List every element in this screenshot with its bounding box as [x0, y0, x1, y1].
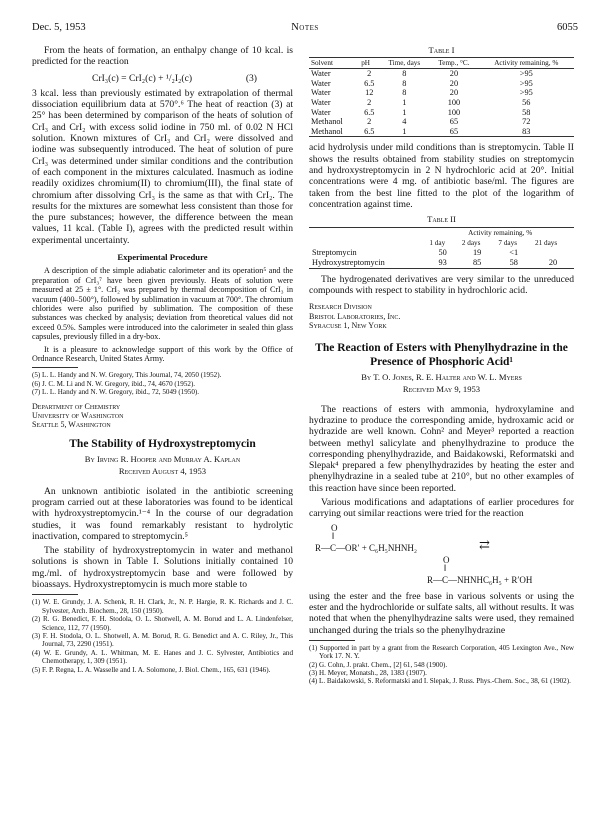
table-cell: Water — [311, 88, 331, 98]
table-cell — [532, 248, 574, 258]
footnote-rule — [309, 640, 355, 641]
received-date: Received May 9, 1953 — [402, 384, 481, 395]
table-cell: 2 — [367, 69, 372, 79]
column-span-header: Activity remaining, % — [426, 227, 574, 238]
reaction-double-bond: ‖ — [332, 530, 335, 541]
body-paragraph: An unknown antibiotic isolated in the antibiotic screening program carried out at these laboratories was found to be identical with hydroxystreptomycin.¹⁻⁴ In the course of our degradation studies, it was found remarkably resistant to hydrolytic inactivation, compared to streptomycin.⁵ — [32, 485, 293, 542]
reference: (3) H. Meyer, Monatsh., 28, 1383 (1907). — [309, 669, 427, 678]
table-row — [309, 258, 574, 269]
body-paragraph: The reactions of esters with ammonia, hydroxylamine and hydrazine to produce the corresponding amide, hydroxamic acid or hydrazide are well known. Cohn² and Meyer³ reported a reaction between methyl salicylate and phenylhydrazine to produce the corresponding phenylhydrazide, and Baidakowski, Reformatski and Slepak⁴ prepared a few phenylhydrazides by heating the ester and phenylhydrazine in a sealed tube at 210°, but no other examples of this reaction have since been reported. — [309, 403, 574, 494]
table-cell: 8 — [402, 69, 407, 79]
table-cell: 20 — [532, 258, 574, 269]
reaction-double-bond: ‖ — [444, 562, 447, 573]
header-date: Dec. 5, 1953 — [32, 22, 86, 33]
table-row — [309, 79, 574, 89]
column-header: 7 days — [498, 238, 517, 247]
body-paragraph: Various modifications and adaptations of earlier procedures for carrying out similar reactions were tried for the reaction — [309, 497, 574, 520]
table-row — [309, 117, 574, 127]
reference: (2) G. Cohn, J. prakt. Chem., [2] 61, 548 (1900). — [309, 660, 448, 669]
table-cell: <1 — [509, 247, 519, 257]
reaction-reactants: R—C—OR′ + C₆H₅NHNH₂ — [315, 542, 417, 553]
column-header: Activity remaining, % — [479, 58, 574, 69]
table-cell: 20 — [449, 88, 459, 98]
table-cell: 83 — [479, 127, 574, 137]
table-cell: 2 — [367, 98, 372, 108]
table-cell: Water — [311, 107, 331, 117]
footnote: (6) J. C. M. Li and N. W. Gregory, ibid., 74, 4670 (1952). — [32, 379, 196, 388]
footnote-rule — [32, 594, 78, 595]
received-date: Received August 4, 1953 — [118, 466, 207, 477]
column-header: Solvent — [309, 58, 359, 69]
intro-paragraph: From the heats of formation, an enthalpy change of 10 kcal. is predicted for the reaction — [32, 45, 293, 68]
body-paragraph: acid hydrolysis under mild conditions than is streptomycin. Table II shows the results obtained from stability studies on streptomycin and hydroxystreptomycin in 2 N hydrochloric acid at 20°. Initial concentrations were 4 mg. of antibiotic base/ml. The figures are taken from the best line fitted to the plot of the logarithm of concentration against time. — [309, 142, 574, 210]
affiliation-line: Seattle 5, Washington — [32, 420, 111, 430]
reference: (3) F. H. Stodola, O. L. Shotwell, A. M. Borud, R. G. Benedict and A. C. Riley, Jr., This Journal, 73, 2290 (1951). — [32, 631, 293, 649]
body-paragraph: The hydrogenated derivatives are very similar to the unreduced compounds with respect to stability in hydrochloric acid. — [309, 273, 574, 296]
table-cell: 6.5 — [359, 127, 379, 137]
affiliation-line: University of Washington — [32, 411, 124, 421]
reference: (4) W. E. Grundy, A. L. Whitman, M. E. Hanes and J. C. Sylvester, Antibiotics and Chemotherapy, 1, 309 (1951). — [32, 648, 293, 666]
table-cell: 6.5 — [364, 107, 375, 117]
table-cell: 1 — [379, 127, 429, 137]
table-cell: Streptomycin — [312, 247, 357, 257]
affiliation-line: Research Division — [309, 302, 372, 312]
equation-3 — [32, 71, 293, 88]
table-row — [309, 248, 574, 258]
reaction-oxygen: O — [331, 522, 338, 533]
table-caption: Table I — [428, 45, 455, 55]
column-header: pH — [359, 58, 379, 69]
column-header: Temp., °C. — [429, 58, 478, 69]
reaction-scheme — [309, 523, 574, 587]
reference: (1) W. E. Grundy, J. A. Schenk, R. H. Clark, Jr., N. P. Hargie, R. K. Richards and J. C. Sylvester, Arch. Biochem., 28, 150 (1950). — [32, 598, 293, 615]
right-column — [309, 45, 574, 686]
footnote: (7) L. L. Handy and N. W. Gregory, ibid., 72, 5049 (1950). — [32, 388, 200, 397]
header-page-number: 6055 — [557, 22, 578, 33]
table-cell: 8 — [402, 78, 407, 88]
header-section: Notes — [291, 22, 319, 33]
body-paragraph: The stability of hydroxystreptomycin in water and methanol solutions is shown in Table I. Solutions initially contained 10 mg./ml. of hydroxystreptomycin base and were followed by bioassays. Hydroxystreptomycin is much more stable to — [32, 545, 293, 591]
table-cell: 2 — [367, 117, 372, 127]
body-paragraph: 3 kcal. less than previously estimated by extrapolation of thermal dissociation equilibrium data at 570°.⁶ The heat of reaction (3) at 25° has been determined by comparison of the heats of solution of CrI₃ and CrI₂ with excess solid iodine in 750 ml. of 0.02 N HCl solution. Known mixtures of CrI₃ and CrI₂ were dissolved and iodine was subsequently introduced. The heat of solution of pure CrI₃ was determined under similar conditions and the contribution of each component in the mixtures calculated. Inasmuch as iodine readily oxidizes chromium(II) to chromium(III), the final state of chromium after dissolving CrI₃ is the same as that with CrI₂. The results for the mixtures are somewhat less consistent than those for the pure substances; however, the difference between the mean values, 11 kcal. (Table I), agrees with the predicted result within experimental uncertainty. — [32, 87, 293, 246]
affiliation-line: Bristol Laboratories, Inc. — [309, 311, 401, 321]
table-row — [309, 127, 574, 137]
reaction-oxygen: O — [443, 554, 450, 565]
table-row — [309, 108, 574, 118]
table-header-row — [309, 227, 574, 238]
table-cell: Water — [311, 69, 331, 79]
equation-number: (3) — [245, 72, 257, 84]
table-header-row — [309, 58, 574, 69]
table-cell: Hydroxystreptomycin — [309, 258, 426, 269]
table-cell: 85 — [459, 258, 496, 269]
running-header — [32, 22, 578, 36]
body-paragraph: using the ester and the free base in various solvents or using the ester and the hydrochloride or sulfate salts, all without results. It was noted that when the phenylhydrazine salts were used, they remained unchanged during the trials so the phenylhydrazine — [309, 590, 574, 636]
reference: (4) L. Baidakowski, S. Reformatski and I. Slepak, J. Russ. Phys.-Chem. Soc., 38, 61 (1902). — [309, 677, 571, 686]
table-cell: 100 — [447, 98, 461, 108]
table-row — [309, 98, 574, 108]
table-cell: 58 — [522, 107, 531, 117]
table-cell: >95 — [519, 78, 533, 88]
table-cell: 20 — [449, 78, 459, 88]
table-cell: 1 — [402, 98, 407, 108]
table-cell: 58 — [495, 258, 532, 269]
article-byline: By T. O. Jones, R. E. Halter and W. L. Myers — [361, 372, 522, 383]
table-cell: >95 — [519, 69, 533, 79]
table-header-row — [309, 238, 574, 248]
table-cell: >95 — [519, 88, 533, 98]
table-cell: 12 — [365, 88, 374, 98]
footnote: (5) L. L. Handy and N. W. Gregory, This Journal, 74, 2050 (1952). — [32, 371, 222, 380]
table-cell: 1 — [402, 107, 407, 117]
table-cell: 8 — [402, 88, 407, 98]
table-cell: 20 — [449, 69, 459, 79]
table-cell: 50 — [438, 247, 447, 257]
table-cell: 65 — [429, 127, 478, 137]
table-cell: Methanol — [311, 117, 343, 127]
table-cell: 72 — [522, 117, 531, 127]
table-cell: 100 — [447, 107, 461, 117]
reference: (1) Supported in part by a grant from the Research Corporation, 405 Lexington Ave., New York 17. N. Y. — [309, 643, 574, 661]
table-row — [309, 88, 574, 98]
left-column — [32, 45, 293, 674]
acid-stability-table — [309, 227, 574, 269]
table-cell: Water — [311, 78, 331, 88]
experimental-paragraph: A description of the simple adiabatic calorimeter and its operation⁵ and the preparation of CrI₃⁷ have been given previously. Heats of solution were measured at 25 ± 1°. CrI₂ was prepared by thermal decomposition of CrI₃ in vacuum (400–500°), followed by sublimation in vacuum at 700°. The chromium chlorides were also purified by sublimation. The composition of these substances was checked by analysis; deviation from theoretical values did not exceed 0.5%. Samples were introduced into the calorimeter in sealed thin glass capsules, previously filled in a dry-box. — [32, 266, 293, 342]
column-header: 1 day — [429, 238, 446, 247]
acknowledgment-paragraph: It is a pleasure to acknowledge support of this work by the Office of Ordnance Research, United States Army. — [32, 344, 293, 363]
footnote-rule — [32, 367, 78, 368]
table-cell: 19 — [472, 247, 482, 257]
article-title: The Stability of Hydroxystreptomycin — [69, 437, 256, 450]
column-header: 2 days — [461, 238, 481, 247]
table-cell: Water — [311, 98, 331, 108]
table-caption: Table II — [427, 214, 456, 225]
affiliation-line: Syracuse 1, New York — [309, 320, 387, 330]
equation-text: CrI₃(c) = CrI₂(c) + ¹/₂I₂(c) — [92, 72, 193, 84]
reaction-arrows: ⇄ — [479, 536, 490, 552]
affiliation-line: Department of Chemistry — [32, 401, 121, 411]
section-heading: Experimental Procedure — [117, 252, 208, 263]
reference: (2) R. G. Benedict, F. H. Stodola, O. L. Shotwell, A. M. Borud and L. A. Lindenfelser, Science, 112, 77 (1950). — [32, 615, 293, 632]
article-title: The Reaction of Esters with Phenylhydrazine in the Presence of Phosphoric Acid¹ — [315, 342, 568, 368]
article-byline: By Irving R. Hooper and Murray A. Kaplan — [84, 454, 241, 465]
reference: (5) F. P. Regna, L. A. Wasselle and I. A. Solomone, J. Biol. Chem., 165, 631 (1946). — [32, 665, 271, 674]
table-cell: 65 — [449, 117, 459, 127]
reaction-products: R—C—NHNHC₆H₅ + R′OH — [427, 574, 533, 585]
column-header: 21 days — [535, 238, 558, 247]
table-row — [309, 69, 574, 79]
table-cell: 4 — [402, 117, 407, 127]
table-cell: 93 — [426, 258, 458, 269]
stability-table — [309, 57, 574, 137]
column-header: Time, days — [379, 58, 429, 69]
table-cell: 56 — [522, 98, 531, 108]
table-cell: 6.5 — [364, 78, 375, 88]
table-cell: Methanol — [309, 127, 359, 137]
